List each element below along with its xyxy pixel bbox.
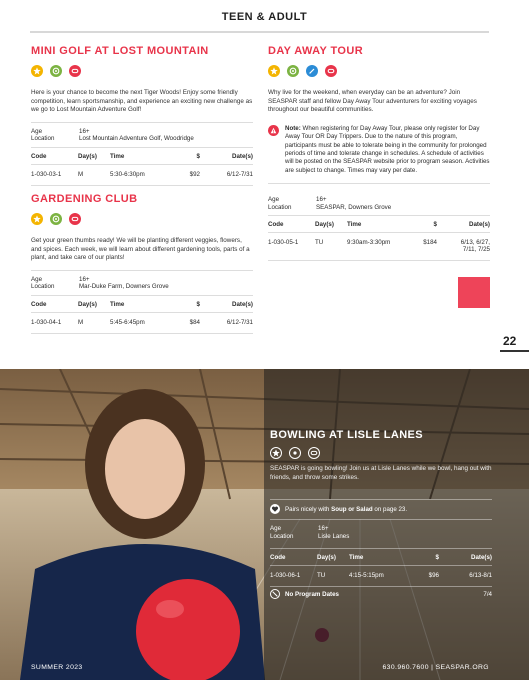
program-meta bbox=[270, 519, 492, 540]
header-code: Code bbox=[31, 152, 47, 160]
header-fee: $ bbox=[196, 152, 200, 160]
cell-days: TU bbox=[317, 572, 326, 579]
target-icon bbox=[50, 65, 62, 77]
no-entry-icon bbox=[270, 589, 280, 599]
header-dates: Date(s) bbox=[232, 152, 253, 160]
cell-fee: $84 bbox=[189, 318, 200, 326]
program-description: Here is your chance to become the next Tiger Woods! Enjoy some friendly competition, learn sportsmanship, and experience an exciting new challenge as we go to Lost Mountain Adventure Golf! bbox=[31, 89, 253, 114]
no-program-dates bbox=[270, 589, 492, 599]
location-value: Lost Mountain Adventure Golf, Woodridge bbox=[79, 135, 194, 143]
program-title: BOWLING AT LISLE LANES bbox=[270, 429, 424, 441]
header-time: Time bbox=[110, 152, 125, 160]
program-gardening-club bbox=[31, 193, 253, 334]
cell-code: 1-030-05-1 bbox=[268, 239, 299, 247]
header-days: Day(s) bbox=[78, 152, 97, 160]
heart-icon bbox=[270, 504, 280, 514]
location-value: Lisle Lanes bbox=[318, 532, 350, 540]
target-icon bbox=[289, 447, 301, 459]
age-value: 16+ bbox=[316, 196, 327, 204]
program-day-away-tour bbox=[268, 45, 490, 261]
table-row bbox=[268, 233, 490, 261]
star-icon bbox=[268, 65, 280, 77]
header-dates: Date(s) bbox=[469, 221, 490, 229]
header-dates: Date(s) bbox=[471, 554, 492, 561]
program-icons bbox=[270, 447, 320, 459]
table-header bbox=[268, 216, 490, 233]
header-days: Day(s) bbox=[317, 554, 336, 561]
star-icon bbox=[270, 447, 282, 459]
header-time: Time bbox=[110, 300, 125, 308]
schedule-table bbox=[270, 548, 492, 587]
program-note bbox=[268, 125, 490, 184]
age-value: 16+ bbox=[79, 127, 90, 135]
cell-dates: 6/12-7/31 bbox=[226, 170, 253, 178]
program-mini-golf bbox=[31, 45, 253, 186]
age-label: Age bbox=[270, 525, 282, 532]
header-fee: $ bbox=[196, 300, 200, 308]
cell-fee: $96 bbox=[428, 572, 439, 579]
table-row bbox=[31, 165, 253, 186]
cell-days: TU bbox=[315, 239, 324, 247]
program-icons bbox=[31, 65, 253, 77]
pairs-suffix: on page 23. bbox=[372, 505, 408, 513]
pill-icon bbox=[308, 447, 320, 459]
schedule-table bbox=[268, 215, 490, 261]
cell-code: 1-030-06-1 bbox=[270, 572, 301, 579]
cell-time: 9:30am-3:30pm bbox=[347, 239, 391, 247]
program-meta bbox=[268, 191, 490, 211]
program-icons bbox=[268, 65, 490, 77]
program-description: SEASPAR is going bowling! Join us at Lisle Lanes while we bowl, hang out with friends, and throw some strikes. bbox=[270, 465, 492, 481]
target-icon bbox=[50, 213, 62, 225]
page-number-rule bbox=[500, 350, 529, 352]
table-row bbox=[270, 566, 492, 587]
cell-dates: 6/12-7/31 bbox=[226, 318, 253, 326]
program-description: Get your green thumbs ready! We will be planting different veggies, flowers, and spices. Each week, we will learn about different gardening tools, parts of a plant, and take care of our plants! bbox=[31, 237, 250, 262]
pairs-nicely-note bbox=[270, 499, 492, 514]
program-meta bbox=[31, 270, 253, 291]
cell-fee: $92 bbox=[189, 170, 200, 178]
cell-time: 5:30-6:30pm bbox=[110, 170, 145, 178]
section-title: TEEN & ADULT bbox=[221, 11, 308, 23]
age-value: 16+ bbox=[79, 275, 90, 283]
pill-icon bbox=[325, 65, 337, 77]
cell-dates: 6/13, 6/27, 7/11, 7/25 bbox=[460, 239, 490, 254]
star-icon bbox=[31, 65, 43, 77]
schedule-table bbox=[31, 147, 253, 186]
location-label: Location bbox=[31, 135, 55, 143]
note-text: When registering for Day Away Tour, please only register for Day Away Tour OR Day Trippers. Due to the nature of this program, participants must be able to tolerate being in the community for prolonged periods of time and tolerate change in schedules. A schedule of activities will be posted on the SEASPAR website prior to program season. Activities are subject to change. Times may vary per date. bbox=[285, 124, 490, 174]
header-dates: Date(s) bbox=[232, 300, 253, 308]
program-description: Why live for the weekend, when everyday can be an adventure? Join SEASPAR staff and fellow Day Away Tour adventurers for exciting voyages throughout our beautiful communities. bbox=[268, 89, 477, 114]
footer-season: SUMMER 2023 bbox=[31, 664, 83, 671]
schedule-table bbox=[31, 295, 253, 334]
program-meta bbox=[31, 122, 253, 143]
cell-time: 5:45-6:45pm bbox=[110, 318, 145, 326]
pill-icon bbox=[69, 65, 81, 77]
location-label: Location bbox=[268, 203, 292, 211]
decorative-square bbox=[458, 277, 490, 308]
header-days: Day(s) bbox=[78, 300, 97, 308]
no-program-date: 7/4 bbox=[483, 590, 492, 598]
header-fee: $ bbox=[435, 554, 439, 561]
footer-contact: 630.960.7600 | SEASPAR.ORG bbox=[382, 664, 489, 671]
pairs-program: Soup or Salad bbox=[331, 505, 373, 513]
program-icons bbox=[31, 213, 253, 225]
pairs-prefix: Pairs nicely with bbox=[285, 505, 332, 513]
table-header bbox=[270, 549, 492, 566]
wand-icon bbox=[306, 65, 318, 77]
table-header bbox=[31, 148, 253, 165]
cell-fee: $184 bbox=[423, 239, 437, 247]
program-title: MINI GOLF AT LOST MOUNTAIN bbox=[31, 45, 209, 57]
header-code: Code bbox=[270, 554, 286, 561]
star-icon bbox=[31, 213, 43, 225]
header-time: Time bbox=[347, 221, 362, 229]
bowling-photo-section bbox=[0, 369, 529, 680]
table-header bbox=[31, 296, 253, 313]
cell-time: 4:15-5:15pm bbox=[349, 572, 384, 579]
cell-days: M bbox=[78, 318, 84, 326]
target-icon bbox=[287, 65, 299, 77]
section-header bbox=[0, 0, 529, 34]
header-time: Time bbox=[349, 554, 364, 561]
location-value: SEASPAR, Downers Grove bbox=[316, 203, 392, 211]
location-label: Location bbox=[31, 283, 55, 291]
note-label: Note: bbox=[285, 124, 301, 132]
cell-code: 1-030-04-1 bbox=[31, 318, 62, 326]
header-rule bbox=[30, 31, 489, 33]
page-number: 22 bbox=[503, 334, 517, 348]
header-fee: $ bbox=[433, 221, 437, 229]
bowling-info-panel bbox=[264, 369, 529, 680]
age-label: Age bbox=[31, 275, 43, 283]
warning-icon bbox=[268, 125, 279, 136]
table-row bbox=[31, 313, 253, 334]
header-days: Day(s) bbox=[315, 221, 334, 229]
location-label: Location bbox=[270, 532, 294, 540]
header-code: Code bbox=[31, 300, 47, 308]
cell-code: 1-030-03-1 bbox=[31, 170, 62, 178]
age-value: 16+ bbox=[318, 525, 329, 532]
cell-dates: 6/13-8/1 bbox=[469, 572, 492, 579]
pill-icon bbox=[69, 213, 81, 225]
location-value: Mar-Duke Farm, Downers Grove bbox=[79, 283, 169, 291]
program-title: DAY AWAY TOUR bbox=[268, 45, 364, 57]
age-label: Age bbox=[268, 196, 280, 204]
no-program-label: No Program Dates bbox=[285, 590, 339, 598]
cell-days: M bbox=[78, 170, 84, 178]
header-code: Code bbox=[268, 221, 284, 229]
age-label: Age bbox=[31, 127, 43, 135]
program-title: GARDENING CLUB bbox=[31, 193, 138, 205]
